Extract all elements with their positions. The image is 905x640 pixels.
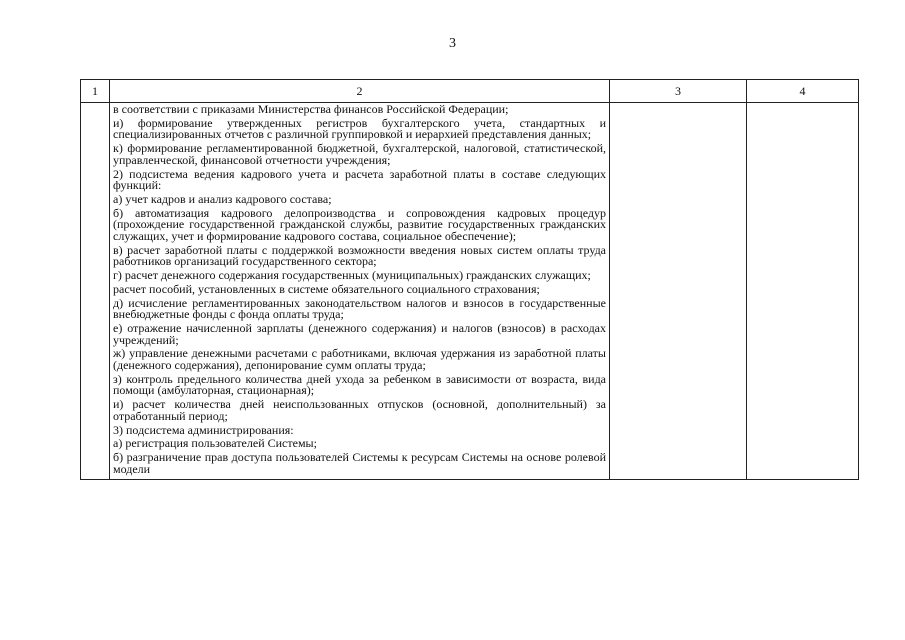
- paragraph: и) формирование утвержденных регистров бухгалтерского учета, стандартных и специализированных отчетов с различной группировкой и иерархией представления данных;: [113, 115, 606, 142]
- paragraph: и) расчет количества дней неиспользованных отпусков (основной, дополнительный) за отработанный период;: [113, 397, 606, 423]
- paragraph: а) учет кадров и анализ кадрового состава;: [113, 191, 332, 206]
- cell-column-2: [110, 103, 610, 480]
- paragraph: а) регистрация пользователей Системы;: [113, 436, 317, 451]
- paragraph: 3) подсистема администрирования:: [113, 422, 294, 437]
- paragraph: 2) подсистема ведения кадрового учета и расчета заработной платы в составе следующих функций:: [113, 166, 606, 193]
- page-number: 3: [449, 36, 456, 51]
- paragraph: б) автоматизация кадрового делопроизводства и сопровождения кадровых процедур (прохождение государственной гражданской службы, развитие государственных гражданских служащих, учет и формирование кадрового состава, социальное обеспечение);: [113, 205, 606, 244]
- cell-column-4: [747, 103, 859, 480]
- column-header-3: 3: [610, 80, 747, 103]
- cell-column-3: [610, 103, 747, 480]
- paragraph: г) расчет денежного содержания государственных (муниципальных) гражданских служащих;: [113, 268, 591, 283]
- paragraph: ж) управление денежными расчетами с работниками, включая удержания из заработной платы (денежного содержания), депонирование сумм оплаты труда;: [113, 346, 606, 373]
- paragraph: в соответствии с приказами Министерства финансов Российской Федерации;: [113, 102, 509, 116]
- paragraph: в) расчет заработной платы с поддержкой возможности введения новых систем оплаты труда работников организаций государственного сектора;: [113, 242, 606, 269]
- paragraph: расчет пособий, установленных в системе обязательного социального страхования;: [113, 281, 540, 296]
- paragraph: д) исчисление регламентированных законодательством налогов и взносов в государственные внебюджетные фонды с фонда оплаты труда;: [113, 295, 606, 322]
- column-header-2: 2: [110, 80, 610, 103]
- description-text: [110, 103, 609, 479]
- paragraph: к) формирование регламентированной бюджетной, бухгалтерской, налоговой, статистической, управленческой, финансовой отчетности учреждения;: [113, 141, 606, 167]
- column-header-1: 1: [81, 80, 110, 103]
- paragraph: б) разграничение прав доступа пользователей Системы к ресурсам Системы на основе ролевой модели: [113, 449, 606, 476]
- paragraph: е) отражение начисленной зарплаты (денежного содержания) и налогов (взносов) в расходах учреждений;: [113, 320, 606, 347]
- document-table: [80, 79, 859, 480]
- column-header-4: 4: [747, 80, 859, 103]
- cell-column-1: [81, 103, 110, 480]
- paragraph: з) контроль предельного количества дней ухода за ребенком в зависимости от возраста, вида помощи (амбулаторная, стационарная);: [113, 371, 606, 398]
- table-row: [81, 103, 859, 480]
- table-header-row: [81, 80, 859, 103]
